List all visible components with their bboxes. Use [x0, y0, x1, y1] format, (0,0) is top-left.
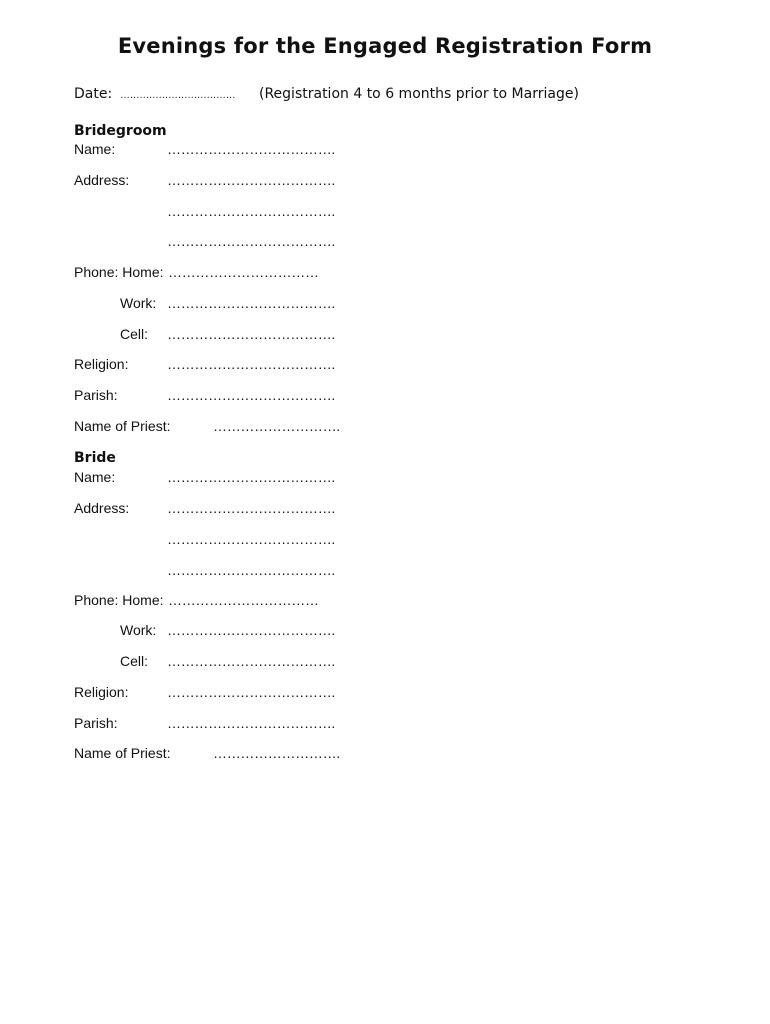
bride-name-label: Name: [74, 469, 116, 485]
bride-parish-label: Parish: [74, 715, 118, 731]
bridegroom-parish-label: Parish: [74, 387, 118, 403]
bridegroom-work-label: Work: [120, 295, 157, 311]
bride-cell-field[interactable]: ………………………………. [167, 653, 335, 669]
bridegroom-phone-home-field[interactable]: …………………………… [168, 264, 319, 280]
bridegroom-religion-label: Religion: [74, 356, 129, 372]
bride-religion-field[interactable]: ………………………………. [167, 684, 335, 700]
bride-parish-field[interactable]: ………………………………. [167, 715, 335, 731]
bride-address-label: Address: [74, 500, 130, 516]
date-field[interactable]: ……………………………… [120, 90, 236, 101]
bride-address-field-1[interactable]: ………………………………. [167, 500, 335, 516]
bride-priest-label: Name of Priest: [74, 745, 171, 761]
bridegroom-religion-field[interactable]: ………………………………. [167, 356, 335, 372]
bridegroom-work-field[interactable]: ………………………………. [167, 295, 335, 311]
bride-heading: Bride [74, 450, 116, 466]
bride-religion-label: Religion: [74, 684, 129, 700]
bridegroom-name-field[interactable]: ………………………………. [167, 141, 335, 157]
bridegroom-heading: Bridegroom [74, 123, 167, 139]
bridegroom-address-field-2[interactable]: ………………………………. [167, 203, 335, 219]
form-title: Evenings for the Engaged Registration Form [117, 34, 653, 58]
bride-phone-home-field[interactable]: …………………………… [168, 592, 319, 608]
bride-phone-home-label: Phone: Home: [74, 592, 164, 608]
bride-address-field-2[interactable]: ………………………………. [167, 531, 335, 547]
bride-name-field[interactable]: ………………………………. [167, 469, 335, 485]
bride-priest-field[interactable]: ………………………. [213, 745, 340, 761]
bridegroom-parish-field[interactable]: ………………………………. [167, 387, 335, 403]
bride-address-field-3[interactable]: ………………………………. [167, 562, 335, 578]
bridegroom-phone-home-label: Phone: Home: [74, 264, 164, 280]
bridegroom-name-label: Name: [74, 141, 116, 157]
bridegroom-address-field-3[interactable]: ………………………………. [167, 233, 335, 249]
bride-work-label: Work: [120, 622, 157, 638]
bride-cell-label: Cell: [120, 653, 149, 669]
date-label: Date: [74, 86, 113, 102]
bridegroom-address-field-1[interactable]: ………………………………. [167, 172, 335, 188]
bridegroom-address-label: Address: [74, 172, 130, 188]
bridegroom-priest-field[interactable]: ………………………. [213, 418, 340, 434]
bridegroom-cell-field[interactable]: ………………………………. [167, 326, 335, 342]
bridegroom-priest-label: Name of Priest: [74, 418, 171, 434]
bridegroom-cell-label: Cell: [120, 326, 149, 342]
registration-note: (Registration 4 to 6 months prior to Marriage) [259, 86, 579, 102]
bride-work-field[interactable]: ………………………………. [167, 622, 335, 638]
